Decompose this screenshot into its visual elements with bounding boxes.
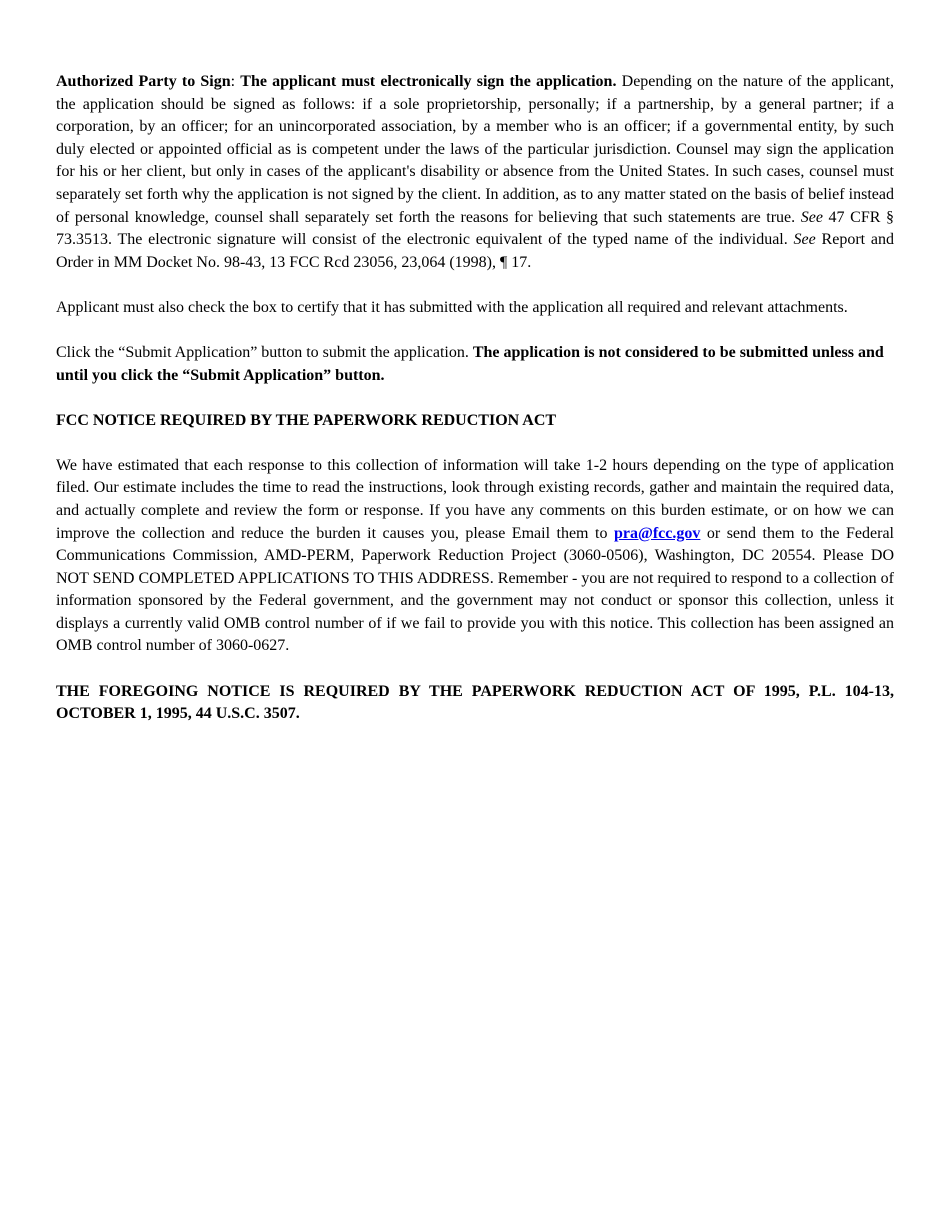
heading-colon: : [230, 73, 241, 90]
report-order-reference: Report and Order in MM Docket No. 98-43, 13 FCC Rcd 23056, 23,064 (1998), ¶ 17. [56, 231, 894, 271]
certify-attachments-paragraph: Applicant must also check the box to certify that it has submitted with the application all required and relevant attachments. [56, 298, 848, 316]
burden-estimate-text: We have estimated that each response to this collection of information will take 1-2 hours depending on the type of application filed. Our estimate includes the time to read the instructions, look through existing records, gather and maintain the required data, and actually complete and review the form or response. If you have any comments on this burden estimate, or on how we can improve the collection and reduce the burden it causes you, please Email them to [56, 456, 894, 542]
authorized-party-paragraph [56, 71, 894, 274]
electronic-sign-statement: The applicant must electronically sign the application. [240, 73, 617, 90]
mailing-address-text: or send them to the Federal Communications Commission, AMD-PERM, Paperwork Reduction Project (3060-0506), Washington, DC 20554. Please DO NOT SEND COMPLETED APPLICATIONS TO THIS ADDRESS. Remember - you are not required to respond to a collection of information sponsored by the Federal government, and the government may not conduct or sponsor this collection, unless it displays a currently valid OMB control number of if we fail to provide you with this notice. This collection has been assigned an OMB control number of 3060-0627. [56, 524, 894, 655]
see-citation-2: See [793, 231, 816, 249]
submit-instructions-paragraph [56, 342, 894, 387]
foregoing-notice-footer: THE FOREGOING NOTICE IS REQUIRED BY THE PAPERWORK REDUCTION ACT OF 1995, P.L. 104-13, OCTOBER 1, 1995, 44 U.S.C. 3507. [56, 682, 894, 723]
fcc-notice-heading: FCC NOTICE REQUIRED BY THE PAPERWORK REDUCTION ACT [56, 411, 557, 429]
authorized-party-heading: Authorized Party to Sign [56, 73, 231, 90]
paperwork-notice-paragraph [56, 455, 894, 658]
see-citation-1: See [800, 208, 823, 226]
cfr-reference-text: 47 CFR § 73.3513. The electronic signature will consist of the electronic equivalent of the typed name of the individual. [56, 208, 894, 249]
submit-warning: The application is not considered to be submitted unless and until you click the “Submit Application” button. [56, 343, 884, 384]
email-link[interactable]: pra@fcc.gov [613, 524, 701, 542]
signing-rules-text: Depending on the nature of the applicant, the application should be signed as follows: if a sole proprietorship, personally; if a partnership, by a general partner; if a corporation, by an officer; for an unincorporated association, by a member who is an officer; if a governmental entity, by such duly elected or appointed official as is competent under the laws of the particular jurisdiction. Counsel may sign the application for his or her client, but only in cases of the applicant's disability or absence from the United States. In such cases, counsel must separately set forth why the application is not signed by the client. In addition, as to any matter stated on the basis of belief instead of personal knowledge, counsel shall separately set forth the reasons for believing that such statements are true. [56, 73, 894, 226]
submit-instruction-text: Click the “Submit Application” button to submit the application. [56, 343, 473, 361]
document-page [56, 71, 894, 726]
